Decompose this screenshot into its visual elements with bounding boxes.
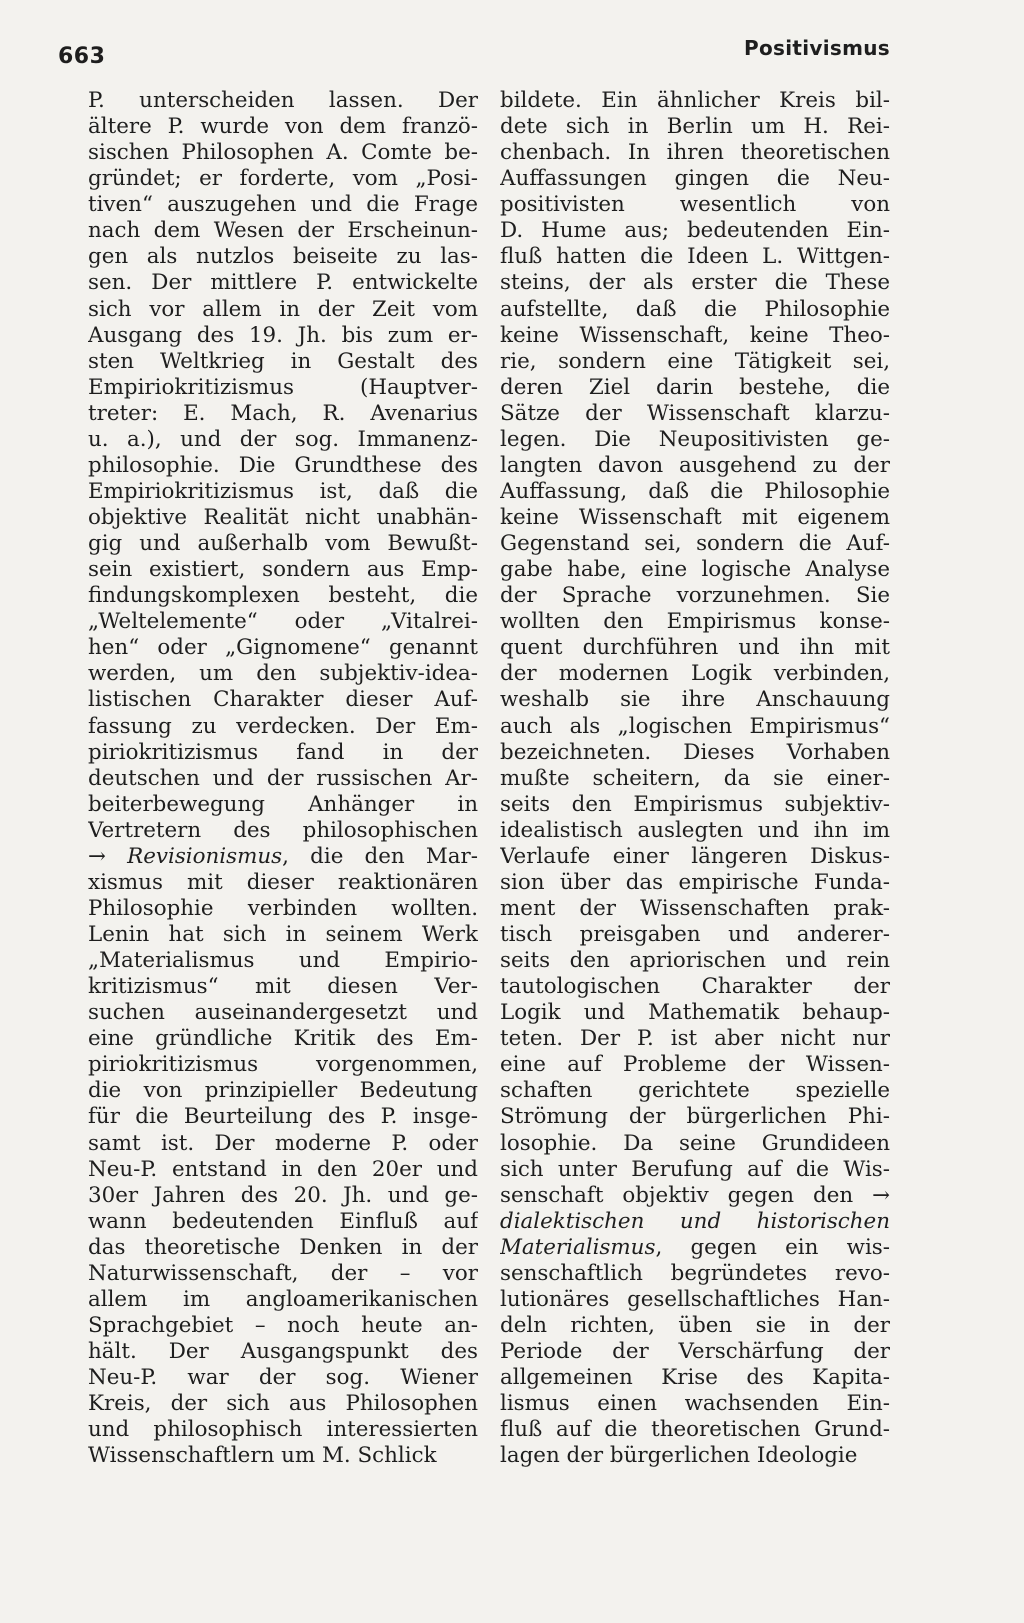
text-line: eine gründliche Kritik des Em- [88, 1026, 478, 1052]
text-line: werden, um den subjektiv-idea- [88, 661, 478, 687]
text-line: tisch preisgaben und anderer- [500, 922, 890, 947]
text-line: → Revisionismus, die den Mar- [88, 843, 478, 869]
text-line: listischen Charakter dieser Auf- [88, 687, 478, 713]
text-line: der Sprache vorzunehmen. Sie [500, 583, 890, 609]
text-line: sein existiert, sondern aus Emp- [88, 557, 478, 583]
text-line: sich unter Berufung auf die Wis- [500, 1156, 890, 1182]
text-line: Gegenstand sei, sondern die Auf- [500, 531, 890, 557]
text-line: für die Beurteilung des P. insge- [88, 1104, 478, 1130]
text-line: quent durchführen und ihn mit [500, 635, 890, 661]
text-line: P. unterscheiden lassen. Der [88, 88, 478, 113]
text-line: Naturwissenschaft, der – vor [88, 1260, 478, 1286]
text-line: gabe habe, eine logische Analyse [500, 557, 890, 583]
text-line: Sprachgebiet – noch heute an- [88, 1312, 478, 1338]
page-number: 663 [58, 44, 106, 69]
text-line: tiven“ auszugehen und die Frage [88, 192, 478, 218]
text-line: bezeichneten. Dieses Vorhaben [500, 739, 890, 765]
text-line: Strömung der bürgerlichen Phi- [500, 1104, 890, 1130]
text-line: Auffassung, daß die Philosophie [500, 478, 890, 504]
text-line: keine Wissenschaft mit eigenem [500, 505, 890, 530]
text-line: Materialismus, gegen ein wis- [500, 1234, 890, 1260]
text-line: allem im angloamerikanischen [88, 1286, 478, 1312]
text-line: rie, sondern eine Tätigkeit sei, [500, 348, 890, 374]
text-line: gig und außerhalb vom Bewußt- [88, 531, 478, 557]
text-line: deutschen und der russischen Ar- [88, 765, 478, 791]
text-line: deln richten, üben sie in der [500, 1312, 890, 1338]
text-line: u. a.), und der sog. Immanenz- [88, 426, 478, 452]
text-line: Wissenschaftlern um M. Schlick [88, 1443, 437, 1469]
text-line: objektive Realität nicht unabhän- [88, 505, 478, 530]
text-line: samt ist. Der moderne P. oder [88, 1130, 478, 1156]
text-line: senschaftlich begründetes revo- [500, 1260, 890, 1286]
left-text-column [88, 88, 478, 1469]
running-head: Positivismus [744, 36, 890, 60]
text-line: sich vor allem in der Zeit vom [88, 296, 478, 322]
text-line: chenbach. In ihren theoretischen [500, 140, 890, 166]
text-line: Verlaufe einer längeren Diskus- [500, 843, 890, 869]
text-line: aufstellte, daß die Philosophie [500, 296, 890, 322]
text-line: Kreis, der sich aus Philosophen [88, 1391, 478, 1417]
text-line: sten Weltkrieg in Gestalt des [88, 348, 478, 374]
text-line: dete sich in Berlin um H. Rei- [500, 114, 890, 140]
right-text-column [500, 88, 890, 1469]
text-line: und philosophisch interessierten [88, 1417, 478, 1443]
text-line: Ausgang des 19. Jh. bis zum er- [88, 322, 478, 348]
text-line: Empiriokritizismus ist, daß die [88, 478, 478, 504]
text-line: piriokritizismus fand in der [88, 739, 478, 765]
text-line: findungskomplexen besteht, die [88, 583, 478, 609]
text-line: philosophie. Die Grundthese des [88, 452, 478, 478]
text-line: wollten den Empirismus konse- [500, 609, 890, 635]
text-line: legen. Die Neupositivisten ge- [500, 426, 890, 452]
text-line: tautologischen Charakter der [500, 974, 890, 1000]
text-line: weshalb sie ihre Anschauung [500, 687, 890, 713]
text-line: hält. Der Ausgangspunkt des [88, 1339, 478, 1364]
text-line: dialektischen und historischen [500, 1208, 890, 1234]
text-line: lutionäres gesellschaftliches Han- [500, 1286, 890, 1312]
text-line: Vertretern des philosophischen [88, 817, 478, 843]
text-line: bildete. Ein ähnlicher Kreis bil- [500, 88, 890, 113]
text-line: fluß hatten die Ideen L. Wittgen- [500, 244, 890, 270]
text-line: Neu-P. war der sog. Wiener [88, 1365, 478, 1391]
text-line: Empiriokritizismus (Hauptver- [88, 374, 478, 400]
text-line: keine Wissenschaft, keine Theo- [500, 322, 890, 348]
text-line: losophie. Da seine Grundideen [500, 1130, 890, 1156]
text-line: piriokritizismus vorgenommen, [88, 1052, 478, 1078]
text-line: Neu-P. entstand in den 20er und [88, 1156, 478, 1182]
text-line: wann bedeutenden Einfluß auf [88, 1208, 478, 1234]
text-line: lagen der bürgerlichen Ideologie [500, 1443, 858, 1469]
text-line: gen als nutzlos beiseite zu las- [88, 244, 478, 270]
text-line: ältere P. wurde von dem franzö- [88, 114, 478, 140]
text-line: Lenin hat sich in seinem Werk [88, 922, 478, 947]
text-line: auch als „logischen Empirismus“ [500, 713, 890, 739]
text-line: sen. Der mittlere P. entwickelte [88, 270, 478, 296]
text-line: positivisten wesentlich von [500, 192, 890, 218]
text-line: Sätze der Wissenschaft klarzu- [500, 400, 890, 426]
text-line: „Weltelemente“ oder „Vitalrei- [88, 609, 478, 635]
text-line: mußte scheitern, da sie einer- [500, 765, 890, 791]
text-line: xismus mit dieser reaktionären [88, 869, 478, 895]
text-line: das theoretische Denken in der [88, 1234, 478, 1260]
text-line: senschaft objektiv gegen den → [500, 1182, 890, 1208]
text-line: Periode der Verschärfung der [500, 1339, 890, 1364]
text-line: suchen auseinandergesetzt und [88, 1000, 478, 1026]
text-line: steins, der als erster die These [500, 270, 890, 296]
text-line: 30er Jahren des 20. Jh. und ge- [88, 1182, 478, 1208]
text-line: Philosophie verbinden wollten. [88, 895, 478, 921]
text-line: fluß auf die theoretischen Grund- [500, 1417, 890, 1443]
text-line: fassung zu verdecken. Der Em- [88, 713, 478, 739]
text-line: seits den Empirismus subjektiv- [500, 791, 890, 817]
text-line: sion über das empirische Funda- [500, 869, 890, 895]
text-line: teten. Der P. ist aber nicht nur [500, 1026, 890, 1052]
text-line: „Materialismus und Empirio- [88, 948, 478, 974]
text-line: kritizismus“ mit diesen Ver- [88, 974, 478, 1000]
text-line: seits den apriorischen und rein [500, 948, 890, 974]
text-line: ment der Wissenschaften prak- [500, 895, 890, 921]
text-line: D. Hume aus; bedeutenden Ein- [500, 218, 890, 244]
text-line: Auffassungen gingen die Neu- [500, 166, 890, 192]
text-line: schaften gerichtete spezielle [500, 1078, 890, 1104]
text-line: idealistisch auslegten und ihn im [500, 817, 890, 843]
text-line: allgemeinen Krise des Kapita- [500, 1365, 890, 1391]
text-line: lismus einen wachsenden Ein- [500, 1391, 890, 1417]
text-line: nach dem Wesen der Erscheinun- [88, 218, 478, 244]
text-line: gründet; er forderte, vom „Posi- [88, 166, 478, 192]
text-line: langten davon ausgehend zu der [500, 452, 890, 478]
text-line: beiterbewegung Anhänger in [88, 791, 478, 817]
text-line: Logik und Mathematik behaup- [500, 1000, 890, 1026]
text-line: eine auf Probleme der Wissen- [500, 1052, 890, 1078]
text-line: deren Ziel darin bestehe, die [500, 374, 890, 400]
text-line: der modernen Logik verbinden, [500, 661, 890, 687]
text-line: sischen Philosophen A. Comte be- [88, 140, 478, 166]
text-line: die von prinzipieller Bedeutung [88, 1078, 478, 1104]
text-line: treter: E. Mach, R. Avenarius [88, 400, 478, 426]
text-line: hen“ oder „Gignomene“ genannt [88, 635, 478, 661]
